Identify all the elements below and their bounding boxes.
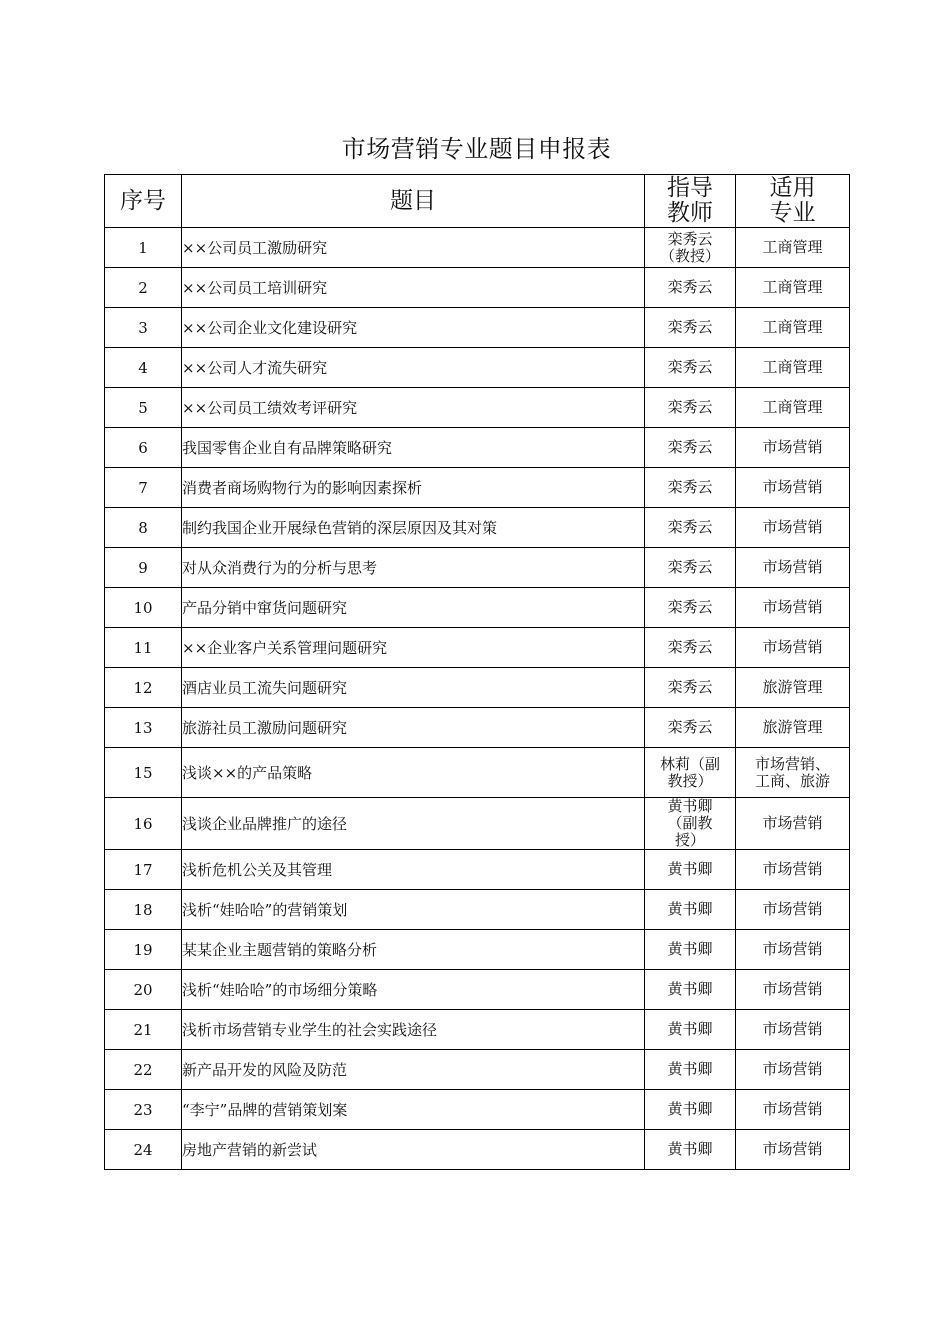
row-teacher: 黄书卿 <box>645 930 736 970</box>
row-number: 7 <box>105 468 182 508</box>
row-number: 2 <box>105 268 182 308</box>
table-body <box>105 228 850 1170</box>
row-major: 旅游管理 <box>736 708 850 748</box>
row-teacher: 栾秀云 <box>645 348 736 388</box>
table-row <box>105 668 850 708</box>
row-teacher: 栾秀云 <box>645 308 736 348</box>
table-row <box>105 1090 850 1130</box>
table-row <box>105 890 850 930</box>
row-number: 5 <box>105 388 182 428</box>
table-row <box>105 468 850 508</box>
row-major: 工商管理 <box>736 228 850 268</box>
row-number: 9 <box>105 548 182 588</box>
table-row <box>105 1010 850 1050</box>
row-major: 工商管理 <box>736 348 850 388</box>
row-topic: ××企业客户关系管理问题研究 <box>182 628 645 668</box>
row-teacher: 栾秀云 <box>645 388 736 428</box>
row-topic: 浅析“娃哈哈”的营销策划 <box>182 890 645 930</box>
row-number: 12 <box>105 668 182 708</box>
table-row <box>105 268 850 308</box>
table-row <box>105 228 850 268</box>
row-teacher: 栾秀云 <box>645 468 736 508</box>
table-row <box>105 748 850 798</box>
row-topic: 制约我国企业开展绿色营销的深层原因及其对策 <box>182 508 645 548</box>
row-teacher: 栾秀云 <box>645 428 736 468</box>
row-teacher: 黄书卿 <box>645 850 736 890</box>
row-number: 8 <box>105 508 182 548</box>
table-row <box>105 388 850 428</box>
row-number: 4 <box>105 348 182 388</box>
header-row <box>105 175 850 228</box>
row-major: 工商管理 <box>736 388 850 428</box>
row-major: 工商管理 <box>736 268 850 308</box>
row-major: 市场营销 <box>736 798 850 850</box>
table-row <box>105 708 850 748</box>
table-row <box>105 308 850 348</box>
topics-table <box>104 174 850 1170</box>
table-row <box>105 628 850 668</box>
row-topic: 房地产营销的新尝试 <box>182 1130 645 1170</box>
row-teacher: 黄书卿 <box>645 1010 736 1050</box>
row-major: 市场营销 <box>736 548 850 588</box>
row-topic: ××公司员工激励研究 <box>182 228 645 268</box>
row-major: 市场营销 <box>736 1130 850 1170</box>
row-teacher: 黄书卿 <box>645 890 736 930</box>
table-row <box>105 508 850 548</box>
header-no: 序号 <box>105 175 182 228</box>
row-topic: ××公司企业文化建设研究 <box>182 308 645 348</box>
row-teacher: 栾秀云 <box>645 668 736 708</box>
row-topic: 产品分销中窜货问题研究 <box>182 588 645 628</box>
header-topic: 题目 <box>182 175 645 228</box>
document-title: 市场营销专业题目申报表 <box>341 135 612 163</box>
row-topic: 旅游社员工激励问题研究 <box>182 708 645 748</box>
row-major: 市场营销 <box>736 468 850 508</box>
row-topic: 消费者商场购物行为的影响因素探析 <box>182 468 645 508</box>
row-major: 市场营销 <box>736 970 850 1010</box>
table-row <box>105 428 850 468</box>
row-topic: 新产品开发的风险及防范 <box>182 1050 645 1090</box>
row-number: 16 <box>105 798 182 850</box>
row-topic: 某某企业主题营销的策略分析 <box>182 930 645 970</box>
row-number: 20 <box>105 970 182 1010</box>
row-topic: “李宁”品牌的营销策划案 <box>182 1090 645 1130</box>
row-topic: 浅析危机公关及其管理 <box>182 850 645 890</box>
row-number: 13 <box>105 708 182 748</box>
row-major: 市场营销 <box>736 428 850 468</box>
row-teacher: 栾秀云 （教授） <box>645 228 736 268</box>
row-topic: 我国零售企业自有品牌策略研究 <box>182 428 645 468</box>
row-number: 19 <box>105 930 182 970</box>
row-number: 10 <box>105 588 182 628</box>
table-row <box>105 970 850 1010</box>
header-teacher: 指导 教师 <box>645 175 736 228</box>
row-major: 市场营销、 工商、旅游 <box>736 748 850 798</box>
header-major: 适用 专业 <box>736 175 850 228</box>
row-teacher: 栾秀云 <box>645 508 736 548</box>
row-teacher: 黄书卿 <box>645 970 736 1010</box>
row-teacher: 黄书卿 <box>645 1050 736 1090</box>
row-topic: 浅谈企业品牌推广的途径 <box>182 798 645 850</box>
row-topic: ××公司人才流失研究 <box>182 348 645 388</box>
row-number: 11 <box>105 628 182 668</box>
row-number: 17 <box>105 850 182 890</box>
row-teacher: 林莉（副 教授） <box>645 748 736 798</box>
table-row <box>105 1130 850 1170</box>
row-teacher: 黄书卿 （副教 授） <box>645 798 736 850</box>
table-row <box>105 348 850 388</box>
row-major: 市场营销 <box>736 1090 850 1130</box>
row-teacher: 黄书卿 <box>645 1090 736 1130</box>
row-major: 旅游管理 <box>736 668 850 708</box>
row-topic: ××公司员工培训研究 <box>182 268 645 308</box>
row-topic: 酒店业员工流失问题研究 <box>182 668 645 708</box>
row-topic: 浅析“娃哈哈”的市场细分策略 <box>182 970 645 1010</box>
table-row <box>105 588 850 628</box>
row-number: 18 <box>105 890 182 930</box>
row-topic: 浅谈××的产品策略 <box>182 748 645 798</box>
row-number: 22 <box>105 1050 182 1090</box>
row-teacher: 栾秀云 <box>645 708 736 748</box>
row-topic: ××公司员工绩效考评研究 <box>182 388 645 428</box>
row-major: 市场营销 <box>736 508 850 548</box>
row-number: 3 <box>105 308 182 348</box>
table-row <box>105 798 850 850</box>
row-major: 市场营销 <box>736 1050 850 1090</box>
table-row <box>105 1050 850 1090</box>
row-major: 市场营销 <box>736 890 850 930</box>
row-major: 工商管理 <box>736 308 850 348</box>
row-number: 1 <box>105 228 182 268</box>
row-major: 市场营销 <box>736 1010 850 1050</box>
row-number: 15 <box>105 748 182 798</box>
row-topic: 浅析市场营销专业学生的社会实践途径 <box>182 1010 645 1050</box>
row-number: 24 <box>105 1130 182 1170</box>
row-major: 市场营销 <box>736 930 850 970</box>
row-major: 市场营销 <box>736 628 850 668</box>
row-teacher: 栾秀云 <box>645 268 736 308</box>
table-row <box>105 930 850 970</box>
row-teacher: 栾秀云 <box>645 628 736 668</box>
row-major: 市场营销 <box>736 588 850 628</box>
row-number: 6 <box>105 428 182 468</box>
row-major: 市场营销 <box>736 850 850 890</box>
row-teacher: 栾秀云 <box>645 588 736 628</box>
table-row <box>105 850 850 890</box>
row-teacher: 栾秀云 <box>645 548 736 588</box>
row-number: 21 <box>105 1010 182 1050</box>
row-teacher: 黄书卿 <box>645 1130 736 1170</box>
row-number: 23 <box>105 1090 182 1130</box>
row-topic: 对从众消费行为的分析与思考 <box>182 548 645 588</box>
table-row <box>105 548 850 588</box>
